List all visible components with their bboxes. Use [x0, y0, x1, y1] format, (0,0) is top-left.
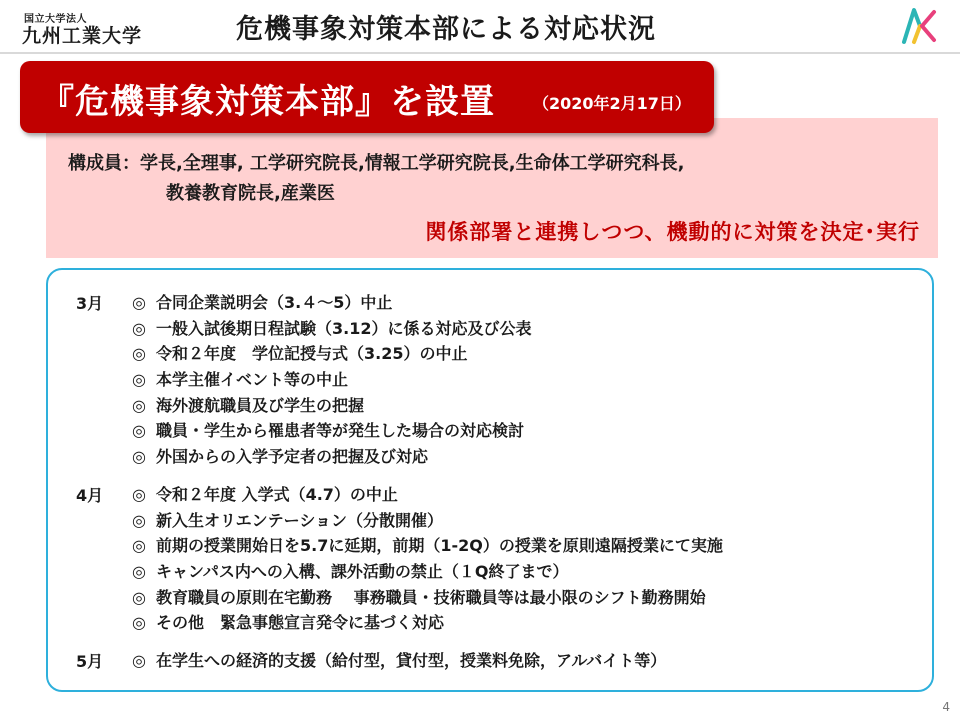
banner-title: 『危機事象対策本部』を設置 [40, 82, 495, 122]
members-list-line2: 教養教育院長,産業医 [166, 183, 335, 204]
page-number: 4 [942, 700, 950, 714]
list-item-text: 本学主催イベント等の中止 [156, 370, 349, 390]
list-item-text: 在学生への経済的支援（給付型，貸付型，授業料免除，アルバイト等） [156, 651, 667, 670]
double-circle-bullet-icon: ◎ [132, 293, 146, 312]
headquarters-banner [20, 61, 714, 133]
list-item [132, 483, 723, 509]
list-item-text: その他 緊急事態宣言発令に基づく対応 [156, 613, 445, 633]
list-item [132, 445, 531, 471]
list-item [132, 342, 531, 368]
list-item-text: 前期の授業開始日を5.7に延期，前期（1-2Q）の授業を原則遠隔授業にて実施 [156, 536, 723, 556]
double-circle-bullet-icon: ◎ [132, 344, 146, 364]
list-item [132, 560, 723, 586]
double-circle-bullet-icon: ◎ [132, 421, 146, 441]
list-item-text: 新入生オリエンテーション（分散開催） [156, 510, 444, 530]
double-circle-bullet-icon: ◎ [132, 395, 146, 415]
list-item [132, 534, 723, 560]
header-divider [0, 52, 960, 54]
org-name: 九州工業大学 [22, 25, 143, 47]
list-item-text: 令和２年度 学位記授与式（3.25）の中止 [156, 344, 468, 364]
month-label: 4月 [76, 486, 104, 505]
list-item-text: 外国からの入学予定者の把握及び対応 [156, 447, 429, 467]
list-item-text: 職員・学生から罹患者等が発生した場合の対応検討 [156, 421, 525, 441]
banner-date: （2020年2月17日） [533, 94, 691, 113]
org-subtitle: 国立大学法人 [24, 14, 87, 25]
list-item-text: 海外渡航職員及び学生の把握 [156, 395, 365, 415]
double-circle-bullet-icon: ◎ [132, 536, 146, 556]
list-item [132, 649, 666, 675]
list-item-text: 教育職員の原則在宅勤務 事務職員・技術職員等は最小限のシフト勤務開始 [156, 587, 706, 607]
list-item [132, 394, 531, 420]
list-item-text: キャンパス内への入構、課外活動の禁止（１Q終了まで） [156, 562, 569, 582]
list-item-text: 合同企業説明会（3.４～5）中止 [156, 293, 393, 312]
list-item [132, 611, 723, 637]
slogan: 関係部署と連携しつつ、機動的に対策を決定･実行 [425, 220, 920, 244]
list-item [132, 419, 531, 445]
double-circle-bullet-icon: ◎ [132, 587, 146, 607]
action-list [132, 483, 723, 637]
double-circle-bullet-icon: ◎ [132, 651, 146, 670]
double-circle-bullet-icon: ◎ [132, 510, 146, 530]
slide-title: 危機事象対策本部による対応状況 [236, 14, 656, 45]
list-item [132, 586, 723, 612]
university-brand-icon [900, 6, 938, 46]
list-item [132, 368, 531, 394]
list-item-text: 令和２年度 入学式（4.7）の中止 [156, 485, 398, 504]
double-circle-bullet-icon: ◎ [132, 447, 146, 467]
action-list [132, 649, 666, 675]
list-item [132, 509, 723, 535]
month-label: 5月 [76, 652, 104, 671]
double-circle-bullet-icon: ◎ [132, 562, 146, 582]
list-item [132, 317, 531, 343]
double-circle-bullet-icon: ◎ [132, 613, 146, 633]
month-label: 3月 [76, 294, 104, 313]
list-item [132, 291, 531, 317]
action-list [132, 291, 531, 471]
double-circle-bullet-icon: ◎ [132, 370, 146, 390]
members-list-line1: 構成員：学長,全理事, 工学研究院長,情報工学研究院長,生命体工学研究科長, [68, 153, 685, 174]
list-item-text: 一般入試後期日程試験（3.12）に係る対応及び公表 [156, 318, 532, 338]
double-circle-bullet-icon: ◎ [132, 485, 146, 504]
timeline-box [46, 268, 934, 692]
double-circle-bullet-icon: ◎ [132, 318, 146, 338]
